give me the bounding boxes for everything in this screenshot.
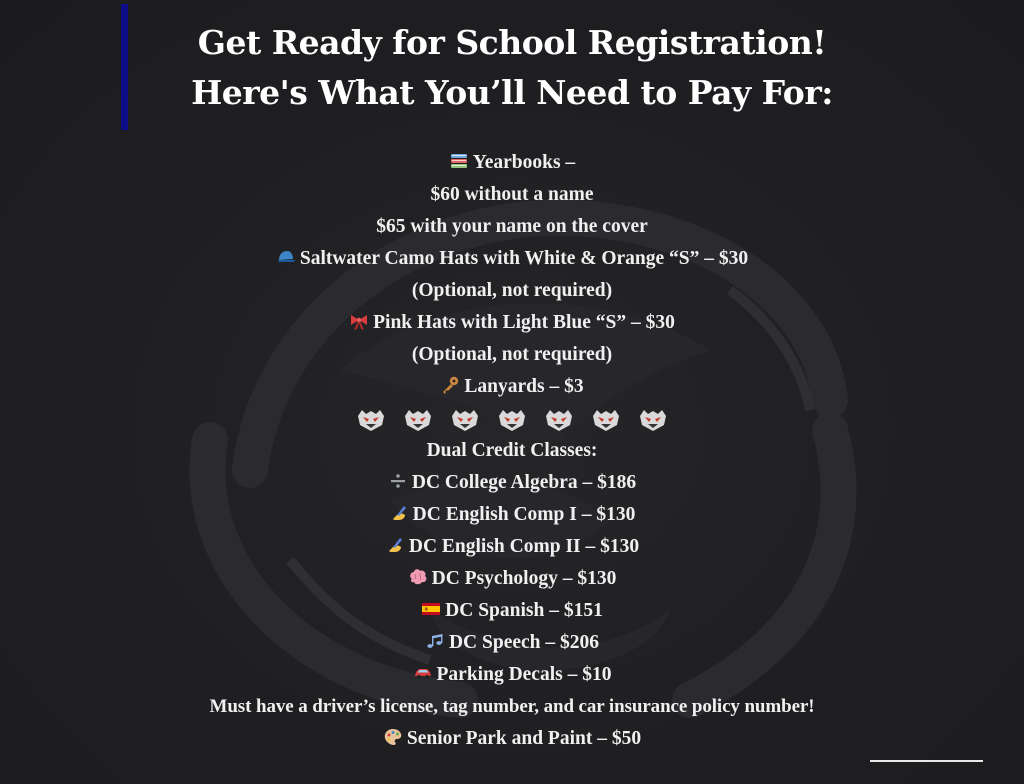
mascot-icon (544, 408, 574, 432)
division-icon (388, 471, 408, 491)
list-item-camo-hats (0, 243, 1024, 275)
mascot-icon (356, 408, 386, 432)
parking-requirements-note: Must have a driver’s license, tag number, and car insurance policy number! (209, 696, 815, 717)
list-item-yearbook-with-name: $65 with your name on the cover (376, 216, 648, 237)
lanyards-label: Lanyards – $3 (464, 376, 584, 397)
list-item-yearbook-no-name: $60 without a name (430, 184, 594, 205)
dc-algebra-label: DC College Algebra – $186 (411, 472, 637, 493)
brain-icon (408, 567, 428, 587)
list-item-dc-spanish (0, 595, 1024, 627)
dc-speech-label: DC Speech – $206 (448, 632, 600, 653)
title-line-1: Get Ready for School Registration! (197, 23, 827, 62)
car-icon (413, 663, 433, 683)
list-item-dc-comp-1 (0, 499, 1024, 531)
spain-flag-icon (421, 599, 441, 619)
list-item-dc-comp-2 (0, 531, 1024, 563)
camo-hats-label: Saltwater Camo Hats with White & Orange “S” – $30 (299, 248, 749, 269)
music-notes-icon (425, 631, 445, 651)
dc-comp-2-label: DC English Comp II – $130 (408, 536, 640, 557)
page-title (140, 18, 884, 118)
palette-icon (383, 727, 403, 747)
cap-icon (276, 247, 296, 267)
pink-hats-label: Pink Hats with Light Blue “S” – $30 (373, 312, 675, 333)
yearbooks-label: Yearbooks – (472, 152, 576, 173)
accent-bar (121, 4, 128, 130)
fee-list (0, 147, 1024, 755)
list-item-lanyards (0, 371, 1024, 403)
dc-spanish-label: DC Spanish – $151 (445, 600, 603, 621)
mascot-icon (497, 408, 527, 432)
senior-paint-label: Senior Park and Paint – $50 (406, 728, 642, 749)
dc-psychology-label: DC Psychology – $130 (431, 568, 617, 589)
list-item-senior-paint (0, 723, 1024, 755)
parking-label: Parking Decals – $10 (436, 664, 612, 685)
list-item-dc-speech (0, 627, 1024, 659)
mascot-icon (591, 408, 621, 432)
mascot-icon (638, 408, 668, 432)
title-line-2: Here's What You’ll Need to Pay For: (191, 73, 833, 112)
dc-comp-1-label: DC English Comp I – $130 (412, 504, 636, 525)
mascot-icon (403, 408, 433, 432)
writing-hand-icon (389, 503, 409, 523)
list-item-pink-optional: (Optional, not required) (411, 344, 613, 365)
mascot-icon (450, 408, 480, 432)
books-icon (449, 151, 469, 171)
list-item-camo-optional: (Optional, not required) (411, 280, 613, 301)
home-indicator-bar (870, 760, 983, 762)
mascot-row (0, 403, 1024, 435)
list-item-dc-algebra (0, 467, 1024, 499)
list-item-yearbooks (0, 147, 1024, 179)
dual-credit-header: Dual Credit Classes: (426, 440, 598, 461)
ribbon-icon (349, 311, 369, 331)
list-item-parking (0, 659, 1024, 691)
list-item-pink-hats (0, 307, 1024, 339)
key-icon (440, 375, 460, 395)
list-item-dc-psychology (0, 563, 1024, 595)
writing-hand-icon (385, 535, 405, 555)
